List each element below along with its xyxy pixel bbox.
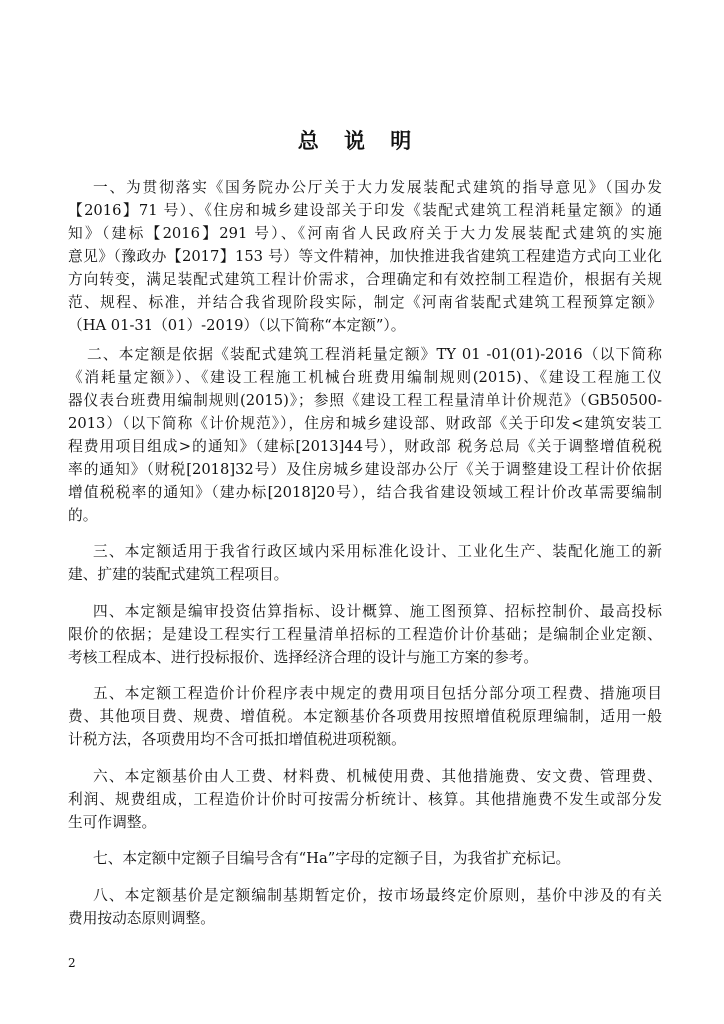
paragraph-line: 费用按动态原则调整。 [68,909,215,927]
paragraph-line: 知》（建标【2016】291 号）、《河南省人民政府关于大力发展装配式建筑的实施 [68,225,662,242]
paragraph-8 [68,884,662,930]
paragraph-line: （HA 01-31（01）-2019）（以下简称“本定额”）。 [68,317,406,334]
paragraph-line: 增值税税率的通知》（建办标[2018]20号），结合我省建设领域工程计价改革需要编制 [68,483,662,501]
paragraph-line: 一、为贯彻落实《国务院办公厅关于大力发展装配式建筑的指导意见》（国办发 [93,179,662,196]
paragraph-line: 的。 [68,506,98,524]
paragraph-line: 方向转变，满足装配式建筑工程计价需求，合理确定和有效控制工程造价，根据有关规 [68,271,662,288]
paragraph-1 [68,176,662,337]
page-title: 总 说 明 [297,128,421,153]
paragraph-line: 程费用项目组成>的通知》（建标[2013]44号），财政部 税务总局《关于调整增值税税 [68,437,662,455]
paragraph-line: 率的通知》（财税[2018]32号）及住房城乡建设部办公厅《关于调整建设工程计价依据 [68,460,662,478]
paragraph-line: 七、本定额中定额子目编号含有“Ha”字母的定额子目，为我省扩充标记。 [93,850,571,867]
paragraph-line: 利润、规费组成，工程造价计价时可按需分析统计、核算。其他措施费不发生或部分发 [68,790,662,808]
paragraph-line: 意见》（豫政办【2017】153 号）等文件精神，加快推进我省建筑工程建造方式向工业化 [68,248,662,265]
paragraph-3 [68,540,662,586]
paragraph-4 [68,600,662,669]
document-body [68,176,662,930]
paragraph-line: 六、本定额基价由人工费、材料费、机械使用费、其他措施费、安文费、管理费、 [93,767,662,785]
paragraph-line: 二、本定额是依据《装配式建筑工程消耗量定额》TY 01 -01(01)-2016（以下简称 [87,345,662,363]
paragraph-line: 器仪表台班费用编制规则(2015)》；参照《建设工程工程量清单计价规范》（GB50500- [68,391,662,409]
paragraph-6 [68,765,662,834]
paragraph-line: 2013）（以下简称《计价规范》），住房和城乡建设部、财政部《关于印发<建筑安装工 [68,414,662,432]
paragraph-line: 考核工程成本、进行投标报价、选择经济合理的设计与施工方案的参考。 [68,648,539,666]
paragraph-line: 《消耗量定额》）、《建设工程施工机械台班费用编制规则(2015)、《建设工程施工仪 [68,368,662,386]
paragraph-line: 三、本定额适用于我省行政区域内采用标准化设计、工业化生产、装配化施工的新 [93,543,662,560]
paragraph-line: 五、本定额工程造价计价程序表中规定的费用项目包括分部分项工程费、措施项目 [93,685,662,702]
paragraph-line: 限价的依据；是建设工程实行工程量清单招标的工程造价计价基础；是编制企业定额、 [68,625,662,643]
paragraph-line: 生可作调整。 [68,813,157,831]
paragraph-2 [68,343,662,527]
paragraph-line: 四、本定额是编审投资估算指标、设计概算、施工图预算、招标控制价、最高投标 [93,602,662,620]
paragraph-5 [68,682,662,751]
paragraph-line: 【2016】71 号）、《住房和城乡建设部关于印发《装配式建筑工程消耗量定额》的通 [68,202,662,219]
paragraph-line: 八、本定额基价是定额编制基期暂定价，按市场最终定价原则，基价中涉及的有关 [93,886,662,904]
paragraph-line: 建、扩建的装配式建筑工程项目。 [68,566,289,583]
paragraph-7 [68,847,662,870]
paragraph-line: 计税方法，各项费用均不含可抵扣增值税进项税额。 [68,731,406,748]
paragraph-line: 范、规程、标准，并结合我省现阶段实际，制定《河南省装配式建筑工程预算定额》 [68,294,662,311]
paragraph-line: 费、其他项目费、规费、增值税。本定额基价各项费用按照增值税原理编制，适用一般 [68,708,662,725]
page-number: 2 [68,956,76,970]
